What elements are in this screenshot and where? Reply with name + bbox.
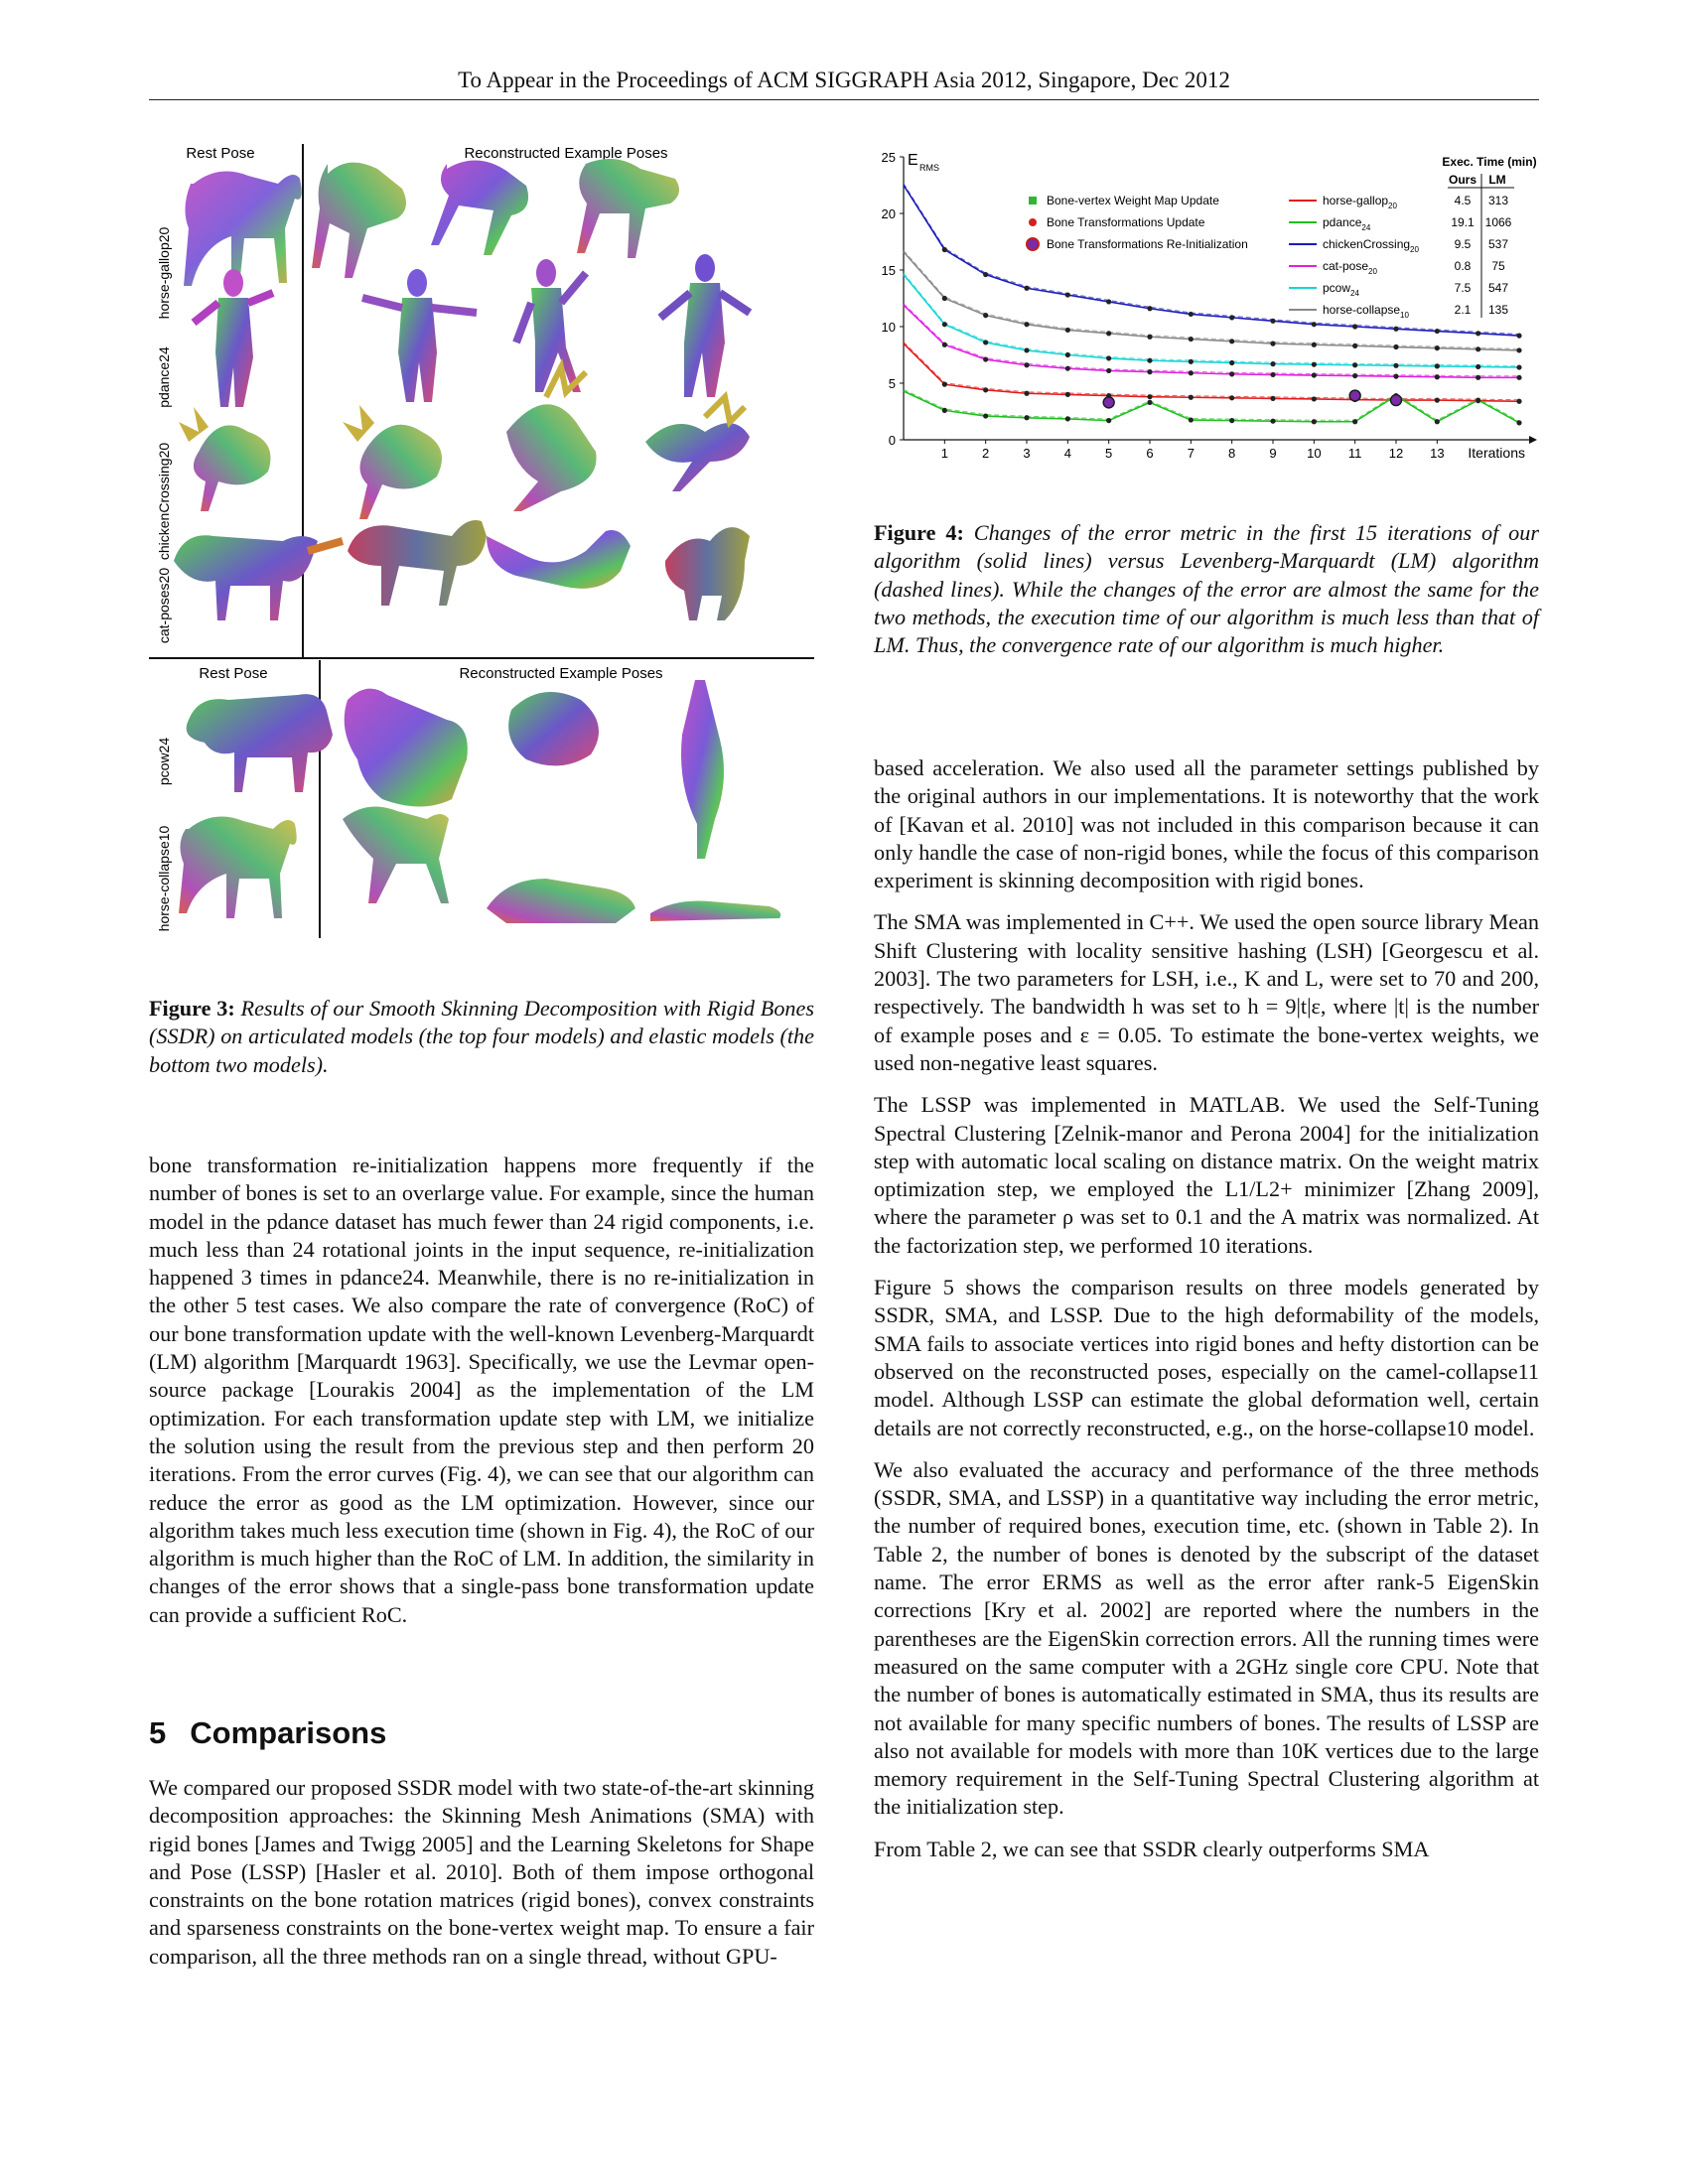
fig3-top-right-title: Reconstructed Example Poses — [464, 145, 668, 162]
data-point — [983, 313, 988, 318]
data-point — [1516, 347, 1521, 352]
x-tick-label: 13 — [1430, 446, 1445, 461]
x-tick-label: 3 — [1023, 446, 1031, 461]
data-point — [1229, 395, 1234, 400]
y-axis-label: E — [908, 152, 918, 169]
exec-lm-pdance: 1066 — [1484, 215, 1512, 229]
horse-collapse-models — [179, 807, 780, 924]
data-point — [942, 342, 947, 347]
figure-4-caption-text: Changes of the error metric in the first 15 iterations of our algorithm (solid lines) versus Levenberg-Marquardt (LM) algorithm (dashed lines). While the changes of the error are almost the same for the two methods, the execution time of our algorithm is much less than that of LM. Thus, the convergence rate of our algorithm is much higher. — [874, 520, 1539, 658]
data-point — [1147, 358, 1152, 363]
section-heading — [149, 1715, 386, 1751]
exec-ours-cat-pose: 0.8 — [1454, 259, 1472, 273]
data-point — [1393, 363, 1398, 368]
data-point — [1189, 359, 1194, 364]
cat-models — [174, 520, 750, 620]
chicken-models — [179, 367, 750, 519]
data-point — [1024, 362, 1029, 367]
comparisons-column — [149, 1774, 814, 1984]
data-point — [1024, 415, 1029, 420]
x-axis-label: Iterations — [1468, 445, 1525, 461]
exec-ours-horse-collapse: 2.1 — [1454, 303, 1472, 317]
data-point — [1516, 399, 1521, 404]
fig3-top-left-title: Rest Pose — [186, 145, 255, 162]
reinit-marker — [1103, 397, 1114, 408]
x-tick-label: 9 — [1269, 446, 1277, 461]
y-tick-label: 20 — [881, 206, 896, 221]
figure-3-caption — [149, 995, 814, 1079]
series-line-pdance — [904, 391, 1519, 423]
exec-ours-chickenCrossing: 9.5 — [1454, 237, 1472, 251]
x-tick-label: 10 — [1307, 446, 1322, 461]
data-point — [942, 322, 947, 327]
data-point — [1516, 420, 1521, 425]
x-tick-label: 4 — [1063, 446, 1071, 461]
data-point — [1352, 324, 1357, 329]
data-point — [1270, 396, 1275, 401]
data-point — [1270, 419, 1275, 424]
legend-label-horse-collapse: horse-collapse$_{10}$ — [1323, 303, 1409, 320]
reinit-marker — [1391, 395, 1402, 406]
fig3-bottom-right-title: Reconstructed Example Poses — [459, 665, 663, 682]
exec-lm-horse-collapse: 135 — [1487, 303, 1509, 317]
section-title: Comparisons — [190, 1715, 387, 1750]
left-paragraph-1: bone transformation re-initialization happens more frequently if the number of bones is set to an overlarge value. For example, since the human model in the pdance dataset has much fewer than 24 rigid components, i.e. much less than 24 rotational joints in the input sequence, re-initialization happened 3 times in pdance24. Meanwhile, there is no re-initialization in the other 5 test cases. We also compare the rate of convergence (RoC) of our bone transformation update with the well-known Levenberg-Marquardt (LM) algorithm [Marquardt 1963]. Specifically, we use the Levmar open-source package [Lourakis 2004] as the implementation of the LM optimization. For each transformation update step with LM, we initialize the solution using the result from the previous step and then perform 20 iterations. From the error curves (Fig. 4), we can see that our algorithm can reduce the error as good as the LM optimization. However, since our algorithm takes much less execution time (shown in Fig. 4), the RoC of our algorithm is much higher than the RoC of LM. In addition, the similarity in changes of the error shows that a single-pass bone transformation update can provide a sufficient RoC. — [149, 1153, 814, 1627]
y-axis-label-sub: RMS — [919, 163, 939, 173]
data-point — [1435, 374, 1440, 379]
data-point — [1106, 355, 1111, 360]
left-column — [149, 1152, 814, 1643]
data-point — [1229, 371, 1234, 376]
x-axis-arrow — [1529, 436, 1537, 444]
exec-table-title: Exec. Time (min) — [1442, 155, 1537, 169]
data-point — [1476, 346, 1480, 351]
legend-label-pdance: pdance$_{24}$ — [1323, 215, 1371, 232]
data-point — [1189, 395, 1194, 400]
data-point — [942, 408, 947, 413]
pdance-models — [194, 254, 750, 407]
data-point — [1476, 398, 1480, 403]
right-paragraph-1: based acceleration. We also used all the parameter settings published by the original authors in our implementations. It is noteworthy that the work of [Kavan et al. 2010] was not included in this comparison because it can only handle the case of non-rigid bones, while the focus of this comparison experiment is skinning decomposition with rigid bones. — [874, 755, 1539, 893]
legend-marker-square — [1029, 197, 1037, 205]
data-point — [1065, 392, 1070, 397]
right-paragraph-2: The SMA was implemented in C++. We used the open source library Mean Shift Clustering with locality sensitive hashing (LSH) [Georgescu et al. 2003]. The two parameters for LSH, i.e., K and L, were set to 70 and 200, respectively. The bandwidth h was set to h = 9|t|ε, where |t| is the number of example poses and ε = 0.05. To estimate the bone-vertex weights, we used non-negative least squares. — [874, 909, 1539, 1075]
running-header: To Appear in the Proceedings of ACM SIGGRAPH Asia 2012, Singapore, Dec 2012 — [458, 68, 1230, 92]
exec-ours-pdance: 19.1 — [1451, 215, 1475, 229]
data-point — [1516, 375, 1521, 380]
data-point — [1106, 299, 1111, 304]
exec-table-col-ours: Ours — [1448, 173, 1477, 187]
exec-ours-pcow: 7.5 — [1454, 281, 1472, 295]
data-point — [1312, 419, 1317, 424]
data-point — [1270, 372, 1275, 377]
header-rule — [149, 99, 1539, 100]
data-point — [983, 387, 988, 392]
data-point — [1312, 342, 1317, 347]
y-tick-label: 25 — [881, 150, 896, 165]
data-point — [1270, 341, 1275, 346]
data-point — [1147, 394, 1152, 399]
row-label-cat: cat-poses20 — [156, 567, 172, 644]
legend-marker-dot — [1029, 218, 1037, 226]
data-point — [1065, 352, 1070, 357]
x-tick-label: 7 — [1187, 446, 1195, 461]
x-tick-label: 12 — [1388, 446, 1404, 461]
right-paragraph-3: The LSSP was implemented in MATLAB. We used the Self-Tuning Spectral Clustering [Zelnik-manor and Perona 2004] for the initialization step with automatic local scaling on distance matrix. On the weight matrix optimization step, we employed the L1/L2+ minimizer [Zhang 2009], where the parameter ρ was set to 0.1 and the A matrix was normalized. At the factorization step, we performed 10 iterations. — [874, 1092, 1539, 1258]
row-label-pcow: pcow24 — [156, 737, 172, 786]
data-point — [1312, 396, 1317, 401]
row-label-pdance: pdance24 — [156, 346, 172, 408]
data-point — [1024, 391, 1029, 396]
series-lm-line-pcow — [904, 273, 1519, 365]
horse-gallop-models — [184, 159, 679, 286]
data-point — [1065, 366, 1070, 371]
exec-lm-pcow: 547 — [1487, 281, 1509, 295]
figure-4-caption-label: Figure 4: — [874, 520, 964, 545]
legend-marker-ring — [1027, 238, 1039, 250]
y-tick-label: 5 — [888, 376, 896, 391]
figure-3-caption-label: Figure 3: — [149, 996, 235, 1021]
y-tick-label: 15 — [881, 263, 896, 278]
series-lm-line-horse-collapse — [904, 250, 1519, 348]
data-point — [1393, 344, 1398, 349]
data-point — [1106, 331, 1111, 336]
legend-marker-label: Bone Transformations Re-Initialization — [1047, 237, 1248, 251]
data-point — [1147, 400, 1152, 405]
data-point — [1476, 375, 1480, 380]
figure-3-image — [149, 144, 814, 953]
series-line-chickenCrossing — [904, 186, 1519, 337]
data-point — [1516, 364, 1521, 369]
data-point — [1435, 329, 1440, 334]
data-point — [1229, 315, 1234, 320]
data-point — [1147, 335, 1152, 340]
figure-3-caption-text: Results of our Smooth Skinning Decomposition with Rigid Bones (SSDR) on articulated models (the top four models) and elastic models (the bottom two models). — [149, 996, 815, 1077]
data-point — [1229, 339, 1234, 343]
data-point — [1352, 343, 1357, 348]
exec-ours-horse-gallop: 4.5 — [1454, 194, 1472, 207]
data-point — [1352, 362, 1357, 367]
data-point — [1435, 419, 1440, 424]
data-point — [942, 296, 947, 301]
data-point — [1435, 345, 1440, 350]
data-point — [1229, 418, 1234, 423]
data-point — [1270, 361, 1275, 366]
x-tick-label: 11 — [1347, 446, 1362, 461]
legend-label-chickenCrossing: chickenCrossing$_{20}$ — [1323, 237, 1419, 254]
y-tick-label: 0 — [888, 433, 896, 448]
data-point — [1189, 417, 1194, 422]
exec-lm-cat-pose: 75 — [1491, 259, 1505, 273]
data-point — [1352, 373, 1357, 378]
right-column — [874, 754, 1539, 1877]
data-point — [1312, 322, 1317, 327]
series-line-horse-collapse — [904, 252, 1519, 350]
data-point — [1024, 286, 1029, 291]
legend-label-cat-pose: cat-pose$_{20}$ — [1323, 259, 1377, 276]
data-point — [1024, 347, 1029, 352]
data-point — [983, 413, 988, 418]
data-point — [942, 382, 947, 387]
fig3-bottom-left-title: Rest Pose — [199, 665, 268, 682]
data-point — [983, 356, 988, 361]
exec-table-col-lm: LM — [1488, 173, 1506, 187]
legend-marker-label: Bone Transformations Update — [1047, 215, 1205, 229]
row-label-horse-collapse: horse-collapse10 — [156, 825, 172, 932]
legend-label-pcow: pcow$_{24}$ — [1323, 281, 1359, 298]
data-point — [983, 340, 988, 344]
data-point — [1106, 368, 1111, 373]
comparisons-paragraph: We compared our proposed SSDR model with two state-of-the-art skinning decomposition approaches: the Skinning Mesh Animations (SMA) with rigid bones [James and Twigg 2005] and the Learning Skeletons for Shape and Pose (LSSP) [Hasler et al. 2010]. Both of them impose orthogonal constraints on the bone rotation matrices (rigid bones), convex constraints and sparseness constraints on the bone-vertex weight map. To ensure a fair comparison, all the three methods ran on a single thread, without GPU- — [149, 1775, 814, 1969]
data-point — [1065, 416, 1070, 421]
data-point — [1435, 398, 1440, 403]
series-line-pcow — [904, 275, 1519, 367]
row-label-chicken: chickenCrossing20 — [156, 442, 172, 561]
right-paragraph-5: We also evaluated the accuracy and performance of the three methods (SSDR, SMA, and LSSP) in a quantitative way including the error metric, the number of required bones, execution time, etc. (shown in Table 2). In Table 2, the number of bones is denoted by the subscript of the dataset name. The error ERMS as well as the error after rank-5 EigenSkin corrections [Kry et al. 2002] are reported where the numbers in the parentheses are the EigenSkin correction errors. All the running times were measured on the same computer with a 2GHz single core CPU. Note that the number of bones is automatically estimated in SMA, thus its results are not available for many specific numbers of bones. The results of LSSP are also not available for models with more than 10K vertices due to the large memory requirement in the Self-Tuning Spectral Clustering algorithm at the initialization step. — [874, 1456, 1539, 1820]
data-point — [1393, 327, 1398, 332]
data-point — [983, 272, 988, 277]
data-point — [1312, 372, 1317, 377]
row-label-horse-gallop: horse-gallop20 — [156, 226, 172, 320]
data-point — [1189, 312, 1194, 317]
data-point — [1476, 331, 1480, 336]
exec-lm-chickenCrossing: 537 — [1487, 237, 1509, 251]
x-tick-label: 5 — [1105, 446, 1113, 461]
reinit-marker — [1349, 390, 1360, 401]
x-tick-label: 8 — [1228, 446, 1236, 461]
data-point — [1189, 370, 1194, 375]
data-point — [1476, 364, 1480, 369]
data-point — [1435, 363, 1440, 368]
section-number: 5 — [149, 1715, 167, 1750]
right-paragraph-4: Figure 5 shows the comparison results on three models generated by SSDR, SMA, and LSSP. Due to the high deformability of the models, SMA fails to associate vertices into rigid bones and hefty distortion can be observed on the reconstructed poses, especially on the camel-collapse11 model. Although LSSP can estimate the global deformation well, certain details are not correctly reconstructed, e.g., on the horse-collapse10 model. — [874, 1275, 1539, 1440]
x-tick-label: 1 — [940, 446, 948, 461]
legend-label-horse-gallop: horse-gallop$_{20}$ — [1323, 194, 1397, 210]
data-point — [1393, 374, 1398, 379]
data-point — [1516, 334, 1521, 339]
data-point — [1147, 306, 1152, 311]
data-point — [1065, 328, 1070, 333]
data-point — [1024, 322, 1029, 327]
data-point — [1270, 319, 1275, 324]
figure-4-caption — [874, 519, 1539, 659]
data-point — [1106, 418, 1111, 423]
exec-lm-horse-gallop: 313 — [1487, 194, 1509, 207]
data-point — [1352, 419, 1357, 424]
data-point — [942, 247, 947, 252]
data-point — [1147, 369, 1152, 374]
data-point — [1065, 292, 1070, 297]
right-paragraph-6: From Table 2, we can see that SSDR clearly outperforms SMA — [874, 1836, 1430, 1861]
y-tick-label: 10 — [881, 320, 896, 335]
data-point — [1312, 362, 1317, 367]
data-point — [1229, 360, 1234, 365]
figure-4-chart — [874, 147, 1539, 465]
legend-marker-label: Bone-vertex Weight Map Update — [1047, 194, 1219, 207]
data-point — [1189, 337, 1194, 341]
x-tick-label: 6 — [1146, 446, 1154, 461]
x-tick-label: 2 — [982, 446, 990, 461]
